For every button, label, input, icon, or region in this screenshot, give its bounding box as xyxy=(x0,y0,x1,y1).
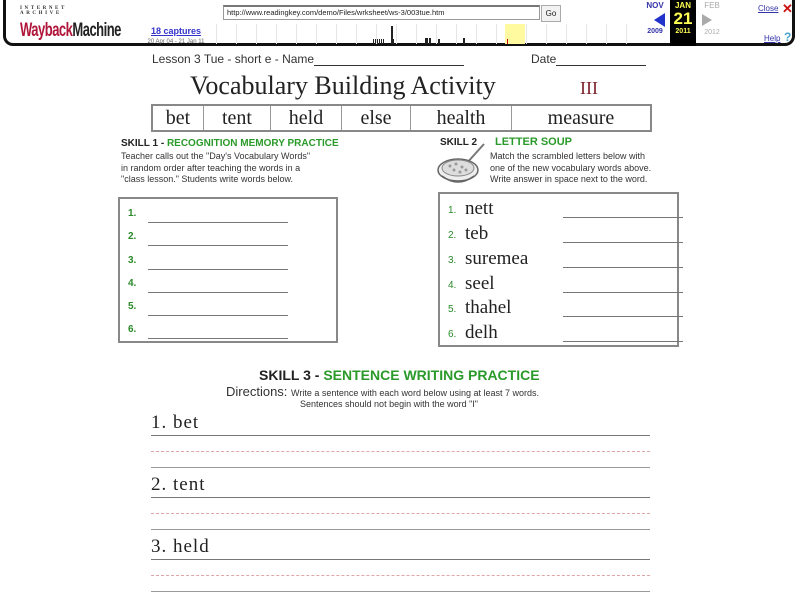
sentence-row: 1. bet xyxy=(151,412,650,472)
skill1-heading: SKILL 1 - RECOGNITION MEMORY PRACTICE xyxy=(121,138,339,149)
captures-range: 20 Apr 04 - 21 Jan 11 xyxy=(147,39,205,45)
current-capture: JAN 21 2011 xyxy=(670,0,696,46)
skill3-directions: Directions: Write a sentence with each word below using at least 7 words. xyxy=(226,384,540,399)
wayback-toolbar xyxy=(3,0,795,46)
writing-line xyxy=(151,497,650,498)
soup-bowl-icon xyxy=(436,142,488,188)
skill2-description: Match the scrambled letters below with one of the new vocabulary words above. Write answer in space next to the word. xyxy=(490,151,652,184)
answer-line xyxy=(148,315,288,316)
captures-info xyxy=(136,26,216,45)
answer-line xyxy=(563,217,683,218)
worksheet-header-date: Date xyxy=(531,52,646,66)
answer-line xyxy=(148,269,288,270)
skill1-description: Teacher calls out the "Day's Vocabulary Words" in random order after teaching the words in a "class lesson." Students write words below. xyxy=(121,151,311,184)
internet-archive-label: INTERNET ARCHIVE xyxy=(20,6,67,16)
close-icon[interactable]: ✕ xyxy=(782,1,793,16)
answer-line xyxy=(148,222,288,223)
scramble-row: 2. teb xyxy=(448,223,676,245)
prev-capture[interactable]: NOV 2009 xyxy=(646,1,664,35)
url-input[interactable]: http://www.readingkey.com/demo/Files/wrksheet/ws-3/003tue.htm xyxy=(223,5,540,20)
close-link[interactable]: Close xyxy=(758,4,779,13)
level-label: III xyxy=(580,78,598,98)
capture-calendar xyxy=(641,0,731,46)
answer-line xyxy=(563,292,683,293)
answer-line xyxy=(563,316,683,317)
skill2-title: LETTER SOUP xyxy=(495,136,573,148)
skill3-heading: SKILL 3 - SENTENCE WRITING PRACTICE xyxy=(259,367,540,383)
answer-line xyxy=(563,341,683,342)
dashed-midline xyxy=(151,513,650,514)
help-link[interactable]: Help xyxy=(764,34,781,43)
scramble-row: 3. suremea xyxy=(448,248,676,270)
name-blank xyxy=(314,54,464,66)
vocab-word: bet xyxy=(153,106,204,130)
captures-link[interactable]: 18 captures xyxy=(150,26,202,36)
dashed-midline xyxy=(151,451,650,452)
skill2-heading: SKILL 2 xyxy=(440,137,478,148)
sentence-row: 2. tent xyxy=(151,474,650,534)
scramble-row: 4. seel xyxy=(448,273,676,295)
dashed-midline xyxy=(151,575,650,576)
vocab-word-table xyxy=(151,104,652,132)
current-capture-marker xyxy=(507,39,508,44)
prev-arrow-icon[interactable] xyxy=(654,13,665,27)
vocab-word: held xyxy=(271,106,342,130)
next-capture[interactable]: FEB 2012 xyxy=(698,0,726,46)
answer-line xyxy=(148,245,288,246)
next-arrow-icon[interactable] xyxy=(702,14,712,26)
date-blank xyxy=(556,54,646,66)
skill2-answer-box xyxy=(438,192,679,347)
go-button[interactable]: Go xyxy=(541,5,561,22)
wayback-logo[interactable] xyxy=(20,6,121,41)
skill3-directions-note: Sentences should not begin with the word "I" xyxy=(300,399,479,409)
vocab-word: measure xyxy=(547,107,615,129)
writing-line xyxy=(151,435,650,436)
vocab-word: else xyxy=(342,106,411,130)
page-title: Vocabulary Building Activity xyxy=(190,71,496,100)
captures-sparkline[interactable] xyxy=(216,24,636,44)
writing-line xyxy=(151,559,650,560)
vocab-word: health xyxy=(411,106,512,130)
sentence-row: 3. held xyxy=(151,536,650,596)
writing-line xyxy=(151,467,650,468)
worksheet-header-name: Lesson 3 Tue - short e - Name xyxy=(152,52,464,66)
scramble-row: 5. thahel xyxy=(448,297,676,319)
scramble-row: 1. nett xyxy=(448,198,676,220)
wayback-machine-wordmark: WaybackMachine xyxy=(20,18,121,41)
writing-line xyxy=(151,529,650,530)
current-year-highlight xyxy=(505,24,525,44)
vocab-word: tent xyxy=(204,106,271,130)
answer-line xyxy=(563,242,683,243)
answer-line xyxy=(148,292,288,293)
answer-line xyxy=(148,338,288,339)
help-icon[interactable]: ? xyxy=(784,30,792,44)
writing-line xyxy=(151,591,650,592)
scramble-row: 6. delh xyxy=(448,322,676,344)
skill1-answer-box: 1. 2. 3. 4. 5. 6. xyxy=(118,197,338,343)
answer-line xyxy=(563,267,683,268)
